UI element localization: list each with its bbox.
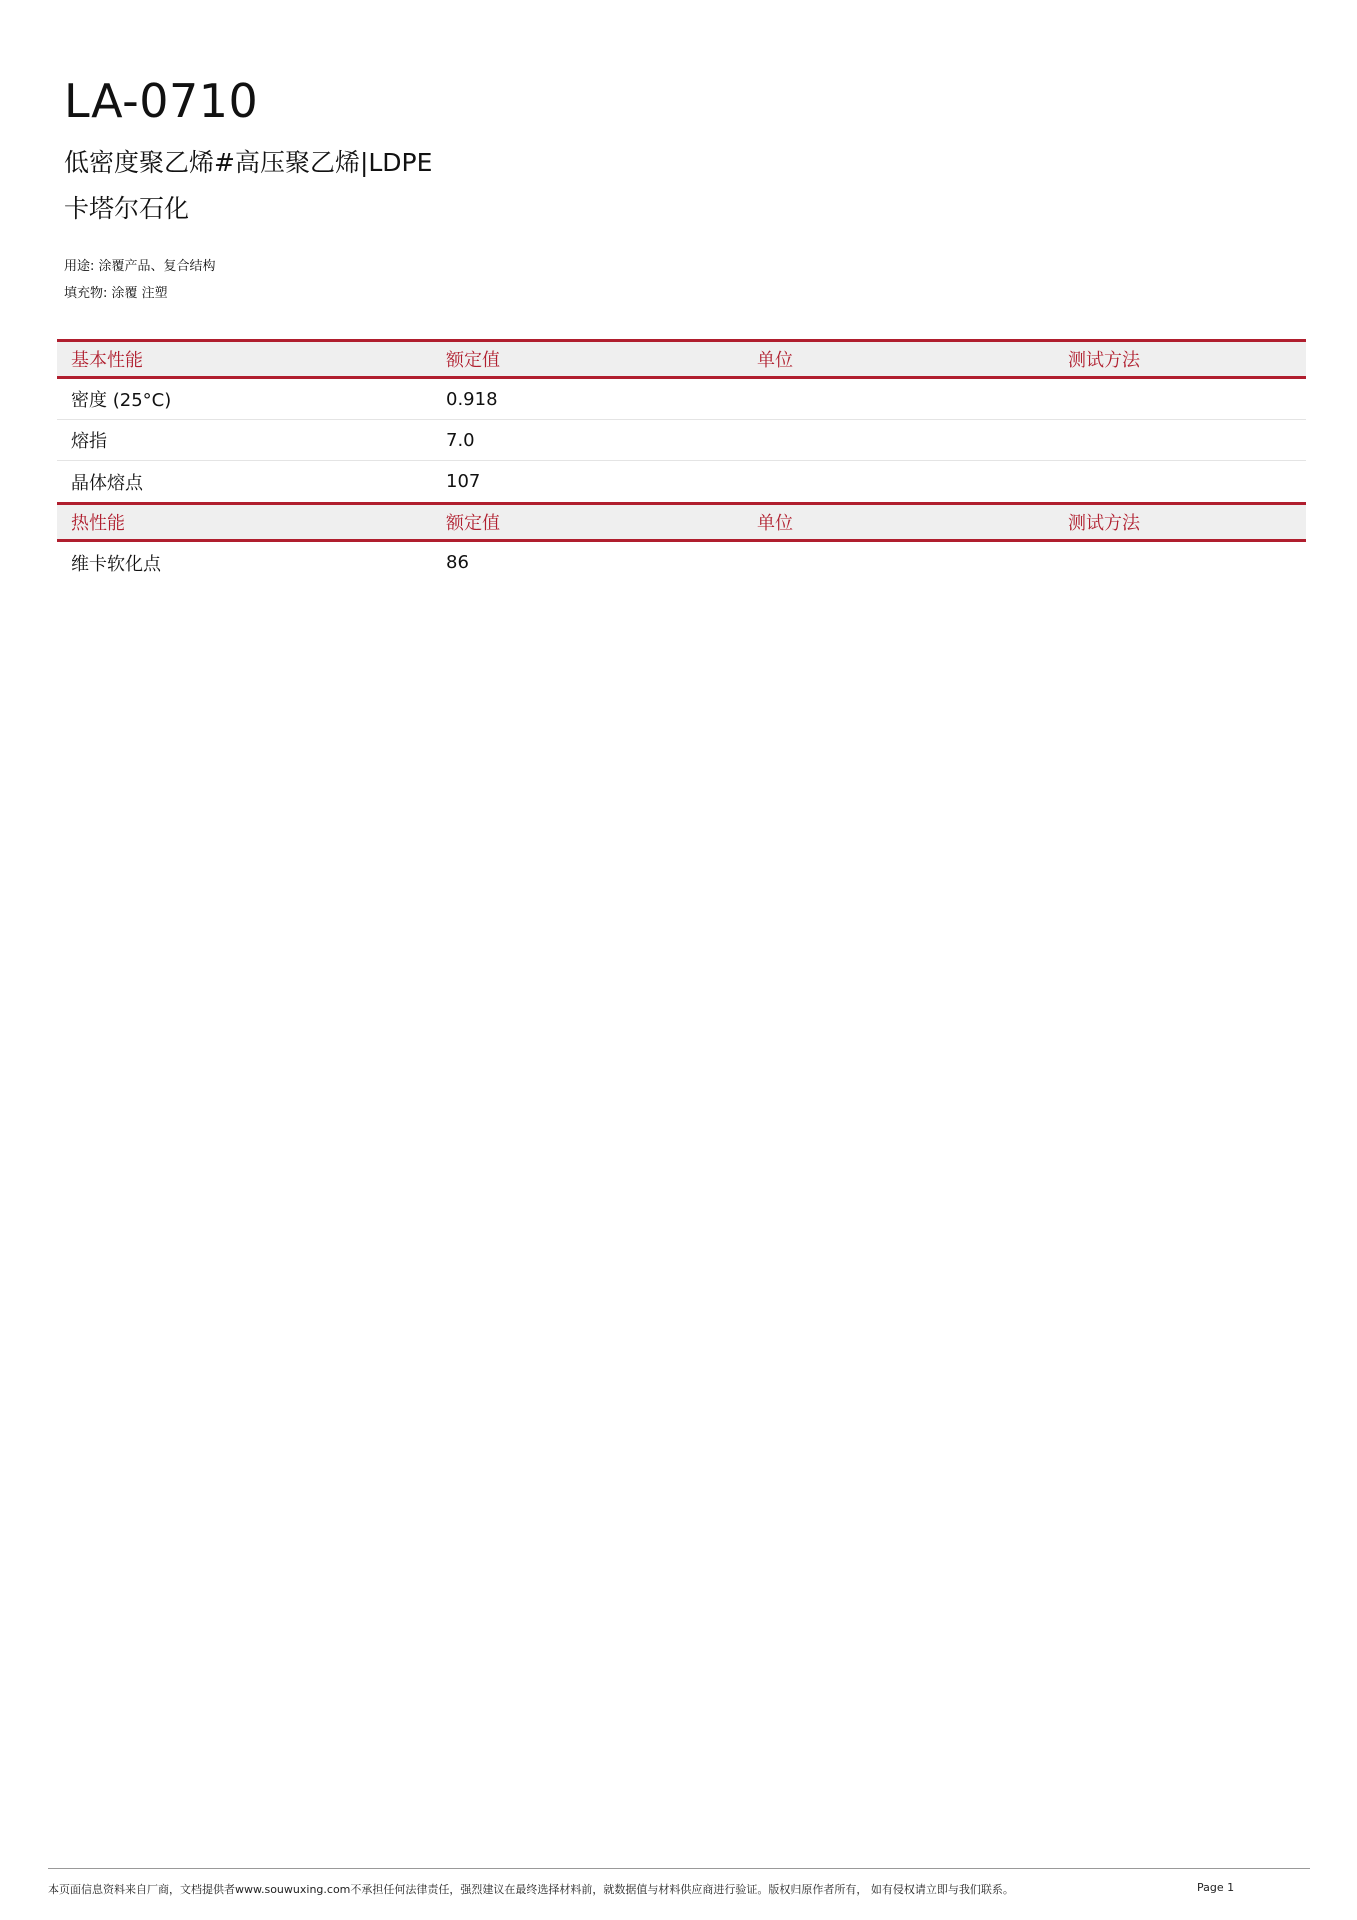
property-name: 维卡软化点 — [71, 553, 161, 575]
column-header-value: 额定值 — [446, 350, 500, 371]
property-value: 0.918 — [446, 388, 498, 410]
material-name: 低密度聚乙烯#高压聚乙烯|LDPE — [64, 148, 433, 177]
property-value: 107 — [446, 471, 481, 492]
property-name: 熔指 — [71, 431, 107, 452]
table-row — [57, 379, 1306, 420]
property-name: 密度 (25°C) — [71, 390, 172, 411]
page-number: Page 1 — [1197, 1881, 1235, 1894]
footer-disclaimer: 本页面信息资料来自厂商，文档提供者www.souwuxing.com不承担任何法律责任，强烈建议在最终选择材料前，就数据值与材料供应商进行验证。版权归原作者所有， 如有侵权请立即与我们联系。 — [48, 1883, 1014, 1896]
usage-line: 用途: 涂覆产品、复合结构 — [64, 259, 216, 274]
column-header-method: 测试方法 — [1068, 513, 1140, 534]
section-title: 基本性能 — [71, 350, 143, 371]
section-header-thermal — [57, 502, 1306, 542]
column-header-unit: 单位 — [757, 513, 793, 534]
filler-line: 填充物: 涂覆 注塑 — [64, 286, 168, 301]
column-header-method: 测试方法 — [1068, 350, 1140, 371]
property-value: 7.0 — [446, 429, 475, 451]
column-header-value: 额定值 — [446, 513, 500, 534]
property-value: 86 — [446, 552, 469, 573]
section-title: 热性能 — [71, 513, 125, 534]
property-table — [57, 339, 1306, 583]
page-title: LA-0710 — [64, 74, 259, 128]
footer-divider — [48, 1868, 1310, 1869]
section-header-basic — [57, 339, 1306, 379]
table-row — [57, 542, 1306, 583]
property-name: 晶体熔点 — [71, 472, 143, 494]
column-header-unit: 单位 — [757, 350, 793, 371]
table-row — [57, 420, 1306, 461]
manufacturer: 卡塔尔石化 — [64, 194, 190, 223]
table-row — [57, 461, 1306, 502]
